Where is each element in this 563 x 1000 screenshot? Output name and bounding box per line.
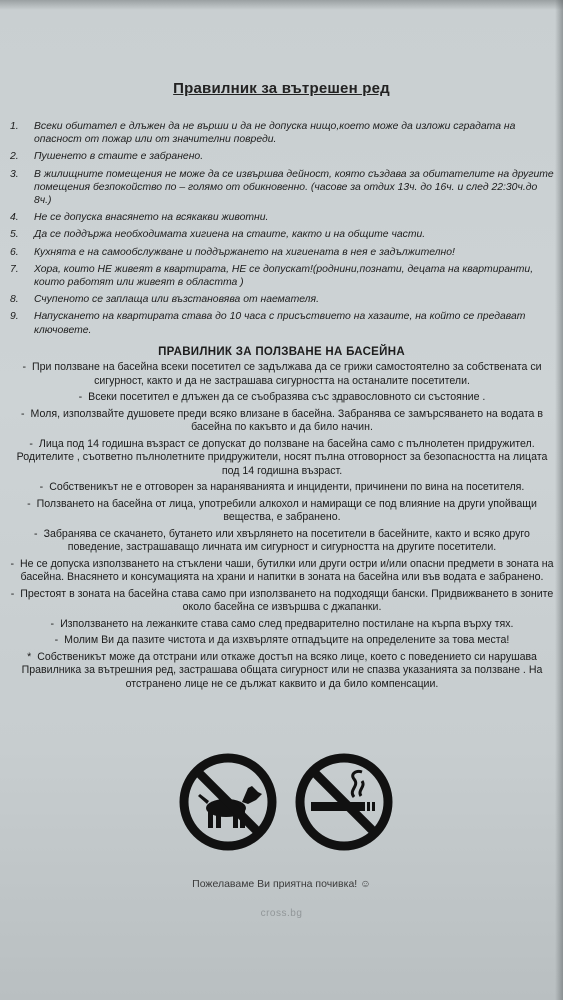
pool-rule-item [8,391,556,405]
rule-item [8,263,556,289]
pool-rule-bullet: - [34,527,38,540]
no-dogs-icon [178,752,278,852]
rule-text: Хора, които НЕ живеят в квартирата, НЕ се допускат!(роднини,познати, децата на квартиранти, които работят или живеят в областта ) [34,263,534,289]
rule-number: 5. [10,229,19,241]
rule-number: 6. [10,246,19,258]
pool-rule-text: Ползването на басейна от лица, употребили алкохол и намиращи се под влияние на други упойващи вещества, е забранено. [36,497,537,523]
rule-item [8,246,556,259]
rule-number: 7. [10,263,19,275]
pool-rule-bullet: - [39,481,44,493]
pool-rule-bullet: - [10,557,14,570]
pool-rule-text: Моля, използвайте душовете преди всяко влизане в басейна. Забранява се замърсяването на водата в басейна по какъвто и да било начин. [30,407,543,433]
pool-rule-text: Използването на лежанките става само след предварително постилане на кърпа върху тях. [60,617,514,630]
pool-rule-item [8,408,556,435]
rule-text: Кухнята е на самообслужване и поддържането на хигиената в нея е задължително! [34,246,455,258]
rule-number: 9. [10,311,19,323]
pool-rule-bullet: - [78,391,83,403]
pool-rule-item [8,618,556,632]
rule-item [8,310,556,336]
rule-number: 1. [10,121,19,132]
prohibition-signs [0,752,563,852]
pool-rule-item [8,528,556,555]
rule-text: Напускането на квартирата става до 10 часа с присъствието на хазаите, на който се предават ключовете. [34,311,526,336]
pool-rule-text: Забранява се скачането, бутането или хвърлянето на посетители в басейните, както и всяко друго поведение, застрашаващо личната им сигурност и сигурността на другите посетители. [43,527,530,553]
closing-message: Пожелаваме Ви приятна почивка! ☺ [192,878,371,890]
rule-item [8,168,556,208]
pool-rule-item [8,438,556,479]
pool-rule-item [8,558,556,585]
pool-rule-text: Престоят в зоната на басейна става само при използването на подходящи бански. Придвижването в зоните около басейна се извършва с джапанки. [20,587,554,613]
pool-rule-bullet: - [50,617,55,630]
pool-rule-bullet: * [27,650,32,663]
rule-item [8,211,556,224]
rule-number: 2. [10,151,19,163]
rule-text: В жилищните помещения не може да се извършва дейност, която създава за обитателите на другите помещения безпокойство по – голямо от обикновенно. (часове за отдих 13ч. до 16ч. и след 22:30ч.до 8ч.) [34,168,554,207]
rule-item [8,150,556,163]
rule-item [8,228,556,241]
rule-item [8,120,556,146]
watermark: cross.bg [260,908,303,919]
rule-number: 4. [10,212,19,224]
pool-rule-item [8,481,556,495]
pool-rule-text: Собственикът може да отстрани или откаже достъп на всяко лице, което с поведението си нарушава Правилника за вътрешния ред, застрашава общата сигурност или не спазва указанията за ползване . На отстранено лице не се дължат каквито и да било компенсации. [21,650,543,690]
pool-rule-bullet: - [10,587,15,600]
pool-rule-text: При ползване на басейна всеки посетител се задължава да се грижи самостоятелно за собствената си сигурност, както и да не застрашава сигурността на останалите посетители. [31,361,542,387]
rule-item [8,293,556,306]
rule-text: Не се допуска внасянето на всякакви животни. [34,212,269,224]
pool-rule-bullet: - [22,361,26,373]
rule-number: 8. [10,294,19,306]
pool-rule-bullet: - [54,634,59,646]
pool-rule-text: Молим Ви да пазите чистота и да изхвърляте отпадъците на определените за това места! [64,634,510,646]
rule-number: 3. [10,168,19,180]
pool-rule-item [8,634,556,648]
pool-rules-list [8,361,556,694]
no-smoking-icon [294,752,394,852]
pool-rule-text: Не се допуска използването на стъклени чаши, бутилки или други остри и/или опасни предмети в зоната на басейна. Внасянето и консумацията на храни и напитки в зоната на басейна или във водата е забранено. [19,557,554,583]
page-title: Правилник за вътрешен ред [173,80,390,97]
house-rules-list [8,120,556,341]
pool-rule-bullet: - [21,407,25,420]
pool-section-title: ПРАВИЛНИК ЗА ПОЛЗВАНЕ НА БАСЕЙНА [158,346,405,358]
pool-rule-text: Собственикът не е отговорен за нараняванията и инциденти, причинени по вина на посетителя. [49,481,525,493]
pool-rule-text: Лица под 14 годишна възраст се допускат до ползване на басейна само с пълнолетен придружител. Родителите , съответно пълнолетните придружители, носят пълна отговорност за безопасността на лицата под 14 годишна възраст. [16,437,548,477]
pool-rule-text: Всеки посетител е длъжен да се съобразява със здравословното си състояние . [88,391,486,403]
rule-text: Пушенето в стаите е забранено. [34,151,204,163]
rule-text: Всеки обитател е длъжен да не върши и да не допуска нищо,което може да изложи сградата на опасност от пожар или от значителни повреди. [34,121,516,146]
pool-rule-item [8,651,556,692]
pool-rule-bullet: - [29,437,33,450]
rule-text: Да се поддържа необходимата хигиена на стаите, както и на общите части. [34,229,426,241]
pool-rule-item [8,361,556,388]
pool-rule-item [8,588,556,615]
pool-rule-bullet: - [27,497,31,510]
rule-text: Счупеното се заплаща или възстановява от наемателя. [34,294,319,306]
pool-rule-item [8,498,556,525]
